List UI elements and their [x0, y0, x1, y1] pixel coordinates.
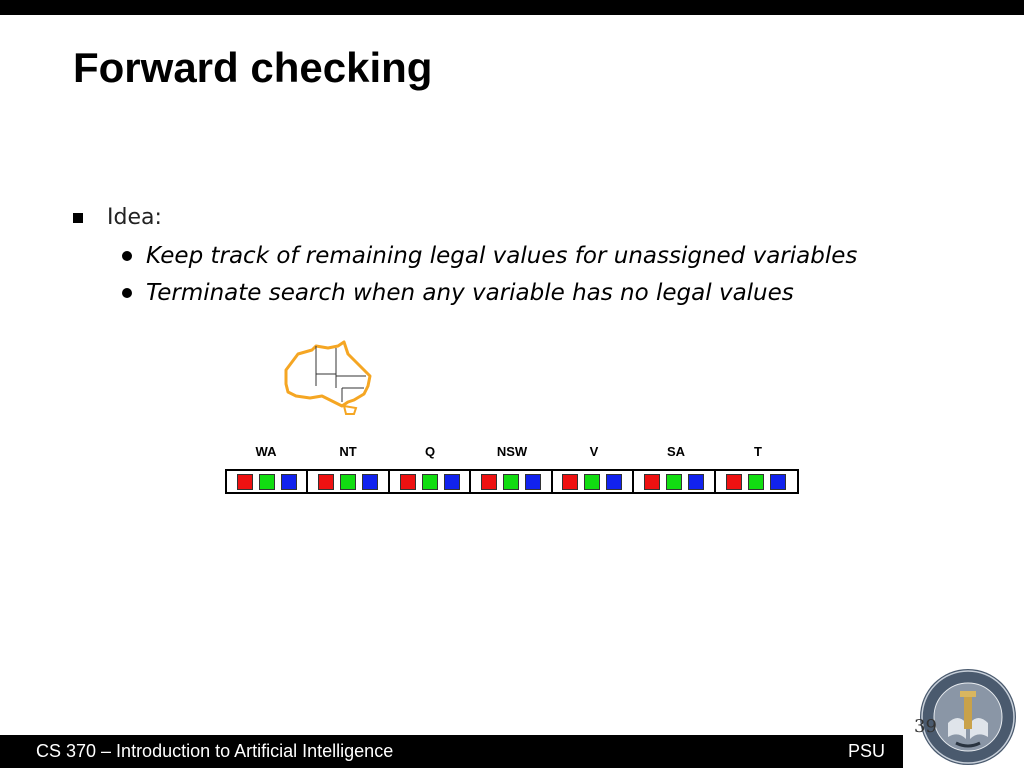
green-value-square — [584, 474, 600, 490]
footer-bar — [0, 735, 903, 768]
sub-bullet-text: Terminate search when any variable has no legal values — [146, 280, 794, 306]
sub-bullet — [122, 243, 857, 269]
blue-value-square — [606, 474, 622, 490]
variable-label: SA — [666, 444, 686, 459]
domain-table — [225, 440, 799, 494]
bullet-label: Idea: — [107, 205, 162, 230]
red-value-square — [400, 474, 416, 490]
variable-header-row — [225, 440, 799, 464]
blue-value-square — [770, 474, 786, 490]
institution-label: PSU — [847, 741, 885, 761]
green-value-square — [666, 474, 682, 490]
variable-label: T — [754, 444, 762, 459]
red-value-square — [481, 474, 497, 490]
domain-cell — [716, 471, 797, 492]
blue-value-square — [281, 474, 297, 490]
green-value-square — [748, 474, 764, 490]
blue-value-square — [444, 474, 460, 490]
domain-row — [225, 469, 799, 494]
page-number: 39 — [914, 716, 937, 737]
top-bar — [0, 0, 1024, 15]
variable-label: NT — [339, 444, 357, 459]
dot-bullet-icon — [122, 288, 132, 298]
domain-cell — [471, 471, 552, 492]
dot-bullet-icon — [122, 251, 132, 261]
green-value-square — [340, 474, 356, 490]
red-value-square — [318, 474, 334, 490]
variable-label: NSW — [496, 444, 528, 459]
domain-cell — [634, 471, 715, 492]
domain-cell — [308, 471, 389, 492]
course-title: CS 370 – Introduction to Artificial Intelligence — [36, 741, 394, 761]
green-value-square — [422, 474, 438, 490]
variable-label: V — [589, 444, 599, 459]
domain-cell — [390, 471, 471, 492]
red-value-square — [644, 474, 660, 490]
domain-cell — [227, 471, 308, 492]
red-value-square — [562, 474, 578, 490]
australia-map-icon — [282, 340, 376, 416]
bullet-idea — [73, 205, 162, 230]
variable-label: Q — [424, 444, 436, 459]
blue-value-square — [688, 474, 704, 490]
green-value-square — [259, 474, 275, 490]
sub-bullet-text: Keep track of remaining legal values for unassigned variables — [146, 243, 858, 269]
slide-title: Forward checking — [73, 44, 433, 91]
red-value-square — [237, 474, 253, 490]
red-value-square — [726, 474, 742, 490]
sub-bullet — [122, 280, 794, 306]
blue-value-square — [362, 474, 378, 490]
domain-cell — [553, 471, 634, 492]
blue-value-square — [525, 474, 541, 490]
green-value-square — [503, 474, 519, 490]
variable-label: WA — [255, 444, 277, 459]
square-bullet-icon — [73, 213, 83, 223]
